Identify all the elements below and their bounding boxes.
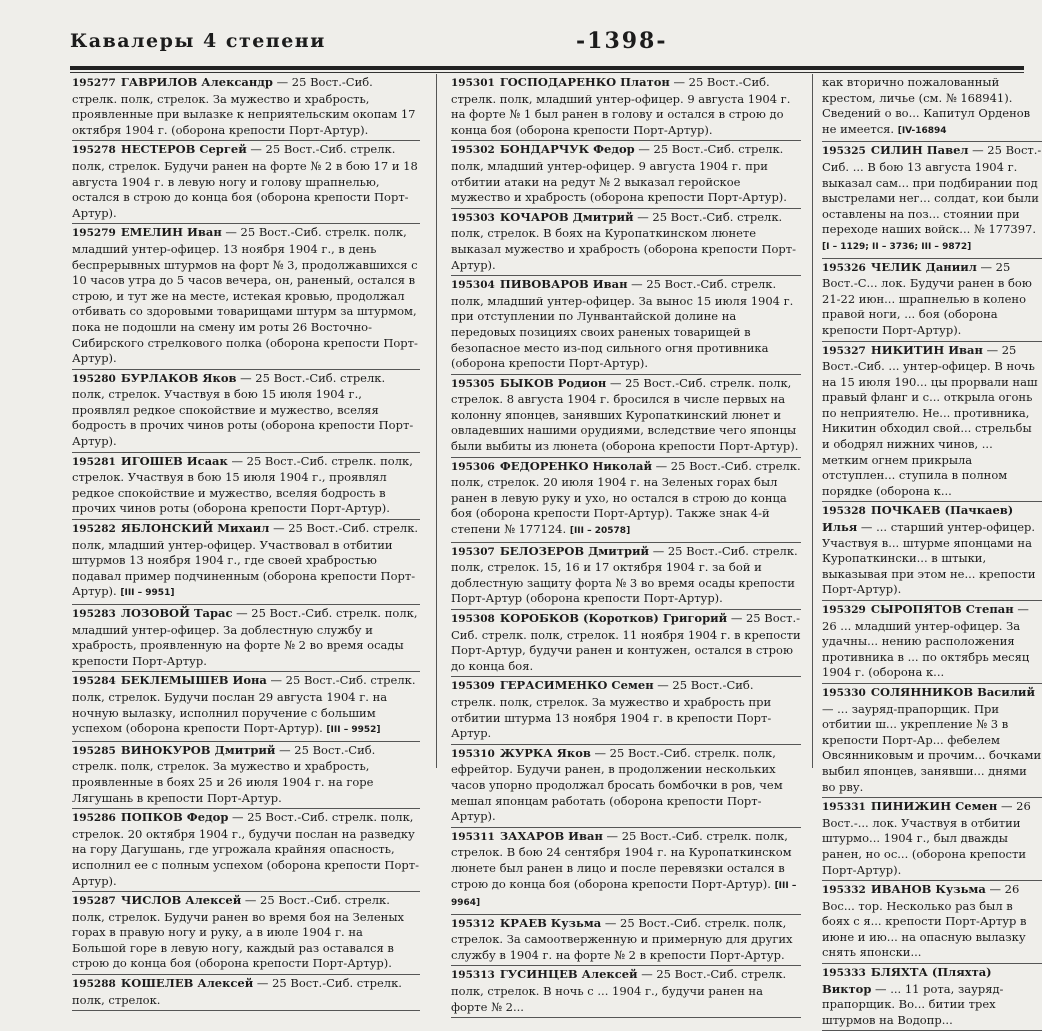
award-entry (822, 964, 1042, 1031)
entry-text: — 25 Вост.-С... лок. Будучи ранен в бою 21-22 июн... шрапнелью в колено правой ноги, ... боя (оборона крепости Порт-Артур). (822, 259, 1032, 337)
entry-text: — 25 Вост.-Сиб. стрелк. полк, стрелок. 15, 16 и 17 октября 1904 г. за бой и доблестную защиту форта № 3 во время осады крепости Порт-Артур (оборона крепости Порт-Артур). (451, 543, 798, 606)
entry-name: ИГОШЕВ Исаак (120, 453, 228, 468)
award-entry (72, 672, 420, 741)
entry-number: 195277 (72, 77, 116, 89)
entry-number: 195305 (451, 377, 495, 390)
entry-reference: [III – 9952] (326, 725, 381, 736)
page-header (70, 26, 1024, 70)
award-entry (822, 259, 1042, 342)
award-entry (822, 142, 1042, 258)
award-entry (72, 742, 420, 809)
entry-number: 195280 (72, 372, 116, 385)
entry-text: — 25 Вост.-Сиб. стрелк. полк, младший унтер-офицер. 9 августа 1904 г. при отбитии атаки на редут № 2 выказал геройское мужество и храбрость (оборона крепости Порт-Артур). (451, 142, 787, 205)
award-entry (72, 224, 420, 369)
entry-number: 195328 (822, 505, 866, 518)
entry-number: 195304 (451, 279, 495, 292)
entry-number: 195332 (822, 884, 866, 897)
award-entry (451, 677, 801, 744)
entry-text: — 25 Вост.-Сиб. ... В бою 13 августа 1904 г. выказал сам... при подбирании под выстрелами нег... солдат, кои были оставлены на поз... стоянии при переходе наших войск... № 177397. (822, 143, 1042, 237)
award-entry (451, 141, 801, 208)
entry-number: 195329 (822, 604, 866, 616)
award-entry (72, 605, 420, 672)
entry-number: 195281 (72, 455, 116, 468)
award-entry (451, 276, 801, 375)
entry-text: — 25 Вост.-Сиб. стрелк. полк, стрелок. В ночь с ... 1904 г., будучи ранен на форте № 2... (451, 967, 787, 1014)
entry-number: 195313 (451, 969, 495, 982)
award-entry (72, 453, 420, 520)
entry-name: СЫРОПЯТОВ Степан (870, 602, 1014, 616)
entry-reference: [IV-16894 (897, 125, 947, 136)
entry-text: — 25 Вост.-Сиб. стрелк. полк, стрелок. 8 августа 1904 г. бросился в числе первых на колонну японцев, занявших Куропаткинский люнет и овладевших нашими орудиями, вследствие чего японцы были выбиты из люнета (оборона крепости Порт-Артур). (451, 375, 799, 454)
award-entry (451, 209, 801, 276)
page-number: -1398- (576, 28, 668, 54)
entry-number: 195303 (451, 211, 495, 224)
entry-text: — 25 Вост.-Сиб. стрелк. полк, стрелок. Будучи ранен на форте № 2 в бою 17 и 18 августа 1904 г. в левую ногу и голову шрапнелью, остался в строю до конца боя (оборона крепости Порт-Артур). (72, 142, 418, 220)
award-entry (72, 370, 420, 453)
award-entry (451, 375, 801, 458)
entry-number: 195333 (822, 967, 866, 980)
entry-number: 195331 (822, 801, 866, 814)
entry-name: ИВАНОВ Кузьма (870, 882, 986, 897)
entry-number: 195286 (72, 812, 116, 825)
entry-text: — 25 Вост.-Сиб. стрелк. полк, младший унтер-офицер. За доблестную службу и храбрость, проявленную на форте № 2 во время осады крепости Порт-Артур. (72, 606, 418, 668)
entry-number: 195307 (451, 545, 495, 558)
award-entry (822, 684, 1042, 798)
entry-number: 195308 (451, 613, 495, 625)
entry-name: БУРЛАКОВ Яков (120, 370, 237, 385)
entry-text: — 25 Вост.-Сиб. стрелк. полк, стрелок. За мужество и храбрость, проявленные в боях 25 и 26 июля 1904 г. на горе Лягушань в крепости Порт-Артур. (72, 742, 376, 805)
entry-name: КОШЕЛЕВ Алексей (120, 976, 254, 991)
award-entry (822, 798, 1042, 881)
award-entry (72, 809, 420, 892)
entry-reference: [III – 9964] (451, 880, 797, 909)
award-entry (451, 915, 801, 967)
entry-text: — 25 Вост.-Сиб. стрелк. полк, стрелок. Участвуя в бою 15 июля 1904 г., проявлял редкое спокойствие и мужество, вселяя бодрость в прочих чинов роты (оборона крепости Порт-Артур). (72, 370, 414, 449)
award-entry (72, 975, 420, 1011)
entry-text: — 25 Вост.-Сиб. стрелк. полк, стрелок. В бою 24 сентября 1904 г. на Куропаткинском люнете был ранен в лицо и после перевязки остался в строю до конца боя (оборона крепости Порт-Артур). (451, 828, 792, 891)
entry-name: НЕСТЕРОВ Сергей (120, 142, 247, 157)
entry-number: 195310 (451, 747, 495, 760)
entry-text: — 25 Вост.-Сиб. стрелк. полк, стрелок. В боях на Куропаткинском люнете выказал мужество и храбрость (оборона крепости Порт-Артур). (451, 209, 797, 272)
entry-name: ЧЕЛИК Даниил (870, 259, 977, 274)
entry-name: ЖУРКА Яков (499, 745, 591, 760)
entry-text: — 25 Вост.-Сиб. стрелк. полк, стрелок. За мужество и храбрость, проявленные при вылазке к неприятельским окопам 17 октября 1904 г. (оборона крепости Порт-Артур). (72, 75, 416, 137)
entry-name: ФЕДОРЕНКО Николай (499, 458, 652, 473)
award-entry (822, 601, 1042, 684)
entry-text: — 26 ... младший унтер-офицер. За удачны... нению расположения противника в ... по октябрь месяц 1904 г. (оборона к... (822, 602, 1030, 680)
entry-number: 195311 (451, 830, 495, 843)
entry-number: 195288 (72, 978, 116, 991)
entry-number: 195326 (822, 261, 866, 274)
entry-name: КРАЕВ Кузьма (499, 915, 602, 930)
entry-name: ВИНОКУРОВ Дмитрий (120, 742, 276, 757)
entry-name: ЯБЛОНСКИЙ Михаил (120, 521, 270, 536)
entry-name: КОРОБКОВ (Коротков) Григорий (499, 611, 728, 625)
award-entry (822, 342, 1042, 503)
award-entry (451, 966, 801, 1018)
entry-name: НИКИТИН Иван (870, 342, 983, 357)
header-rule (70, 72, 1024, 73)
column-left (72, 74, 420, 1007)
entry-text: — 25 Вост.-Сиб. стрелк. полк, стрелок. 20 июля 1904 г. на Зеленых горах был ранен в левую руку и ухо, но остался в строю до конца боя (оборона крепости Порт-Артур). Также знак 4-й степени № 177124. (451, 458, 801, 537)
entry-number: 195309 (451, 680, 495, 693)
award-entry (822, 502, 1042, 601)
column-divider (436, 74, 437, 768)
award-entry (72, 892, 420, 975)
entry-name: ГЕРАСИМЕНКО Семен (499, 678, 654, 693)
entry-name: СОЛЯННИКОВ Василий (870, 684, 1035, 699)
entry-name: ГОСПОДАРЕНКО Платон (499, 75, 670, 89)
award-entry (72, 74, 420, 141)
entry-text: — 25 Вост.-Сиб. стрелк. полк, стрелок. Будучи ранен во время боя на Зеленых горах в правую ногу и руку, а в июле 1904 г. на Большой горе в левую ногу, каждый раз оставался в строю до конца боя (оборона крепости Порт-Артур). (72, 893, 404, 971)
entry-text: как вторично пожалованный крестом, личье (см. № 168941). Сведений о во... Капитул Орденов не имеется. (822, 75, 1031, 136)
entry-number: 195287 (72, 895, 116, 908)
entry-number: 195302 (451, 144, 495, 157)
entry-name: БЫКОВ Родион (499, 375, 607, 390)
entry-name: КОЧАРОВ Дмитрий (499, 209, 634, 224)
award-entry (822, 881, 1042, 964)
entry-number: 195306 (451, 460, 495, 473)
entry-name: ГУСИНЦЕВ Алексей (499, 967, 638, 982)
entry-name: ПОЧКАЕВ (Пачкаев) Илья (822, 503, 1014, 535)
entry-number: 195330 (822, 686, 866, 699)
award-entry (72, 141, 420, 224)
entry-text: — 26 Вос... тор. Несколько раз был в боях с я... крепости Порт-Артур в июне и ию... на опасную вылазку снять японски... (822, 882, 1027, 960)
entry-name: БЕКЛЕМЫШЕВ Иона (120, 673, 267, 688)
entry-name: ЧИСЛОВ Алексей (120, 893, 242, 908)
award-entry (451, 610, 801, 677)
entry-text: — 26 Вост.-... лок. Участвуя в отбитии штурмо... 1904 г., был дважды ранен, но ос... (оборона крепости Порт-Артур). (822, 799, 1031, 877)
entry-name: ПИНИЖИН Семен (870, 799, 998, 814)
entry-name: ЗАХАРОВ Иван (499, 828, 603, 843)
entry-name: ГАВРИЛОВ Александр (120, 75, 273, 89)
entry-text: — ... зауряд-прапорщик. При отбитии ш... укрепление № 3 в крепости Порт-Ар... фебелем Овсянниковым и прочим... бочками выбил японцев, занявши... днями во рву. (822, 701, 1042, 794)
entry-name: БЕЛОЗЕРОВ Дмитрий (499, 543, 650, 558)
entry-text: — 25 Вост.-Сиб. стрелк. полк, младший унтер-офицер. За вынос 15 июля 1904 г. при отступлении по Лунвантайской долине на передовых позициях своих раненых товарищей в безопасное место из-под сильного огня противника (оборона крепости Порт-Артур). (451, 277, 794, 371)
award-entry (822, 74, 1042, 142)
entry-text: — 25 Вост.-Сиб. стрелк. полк, стрелок. Участвуя в бою 15 июля 1904 г., проявлял редкое спокойствие и мужество, вселяя бодрость в прочих чинов роты (оборона крепости Порт-Артур). (72, 453, 413, 516)
entry-reference: [III – 9951] (120, 588, 175, 599)
entry-number: 195285 (72, 744, 116, 757)
entry-number: 195301 (451, 77, 495, 89)
entry-reference: [I – 1129; II – 3736; III – 9872] (822, 241, 972, 252)
entry-text: — 25 Вост.-Сиб. стрелк. полк, младший унтер-офицер. Участвовал в отбитии штурмов 13 ноября 1904 г., где своей храбростью подавал пример подчиненным (оборона крепости Порт-Артур). (72, 521, 419, 599)
running-title: Кавалеры 4 степени (70, 30, 326, 52)
entry-name: СИЛИН Павел (870, 143, 969, 158)
award-entry (451, 828, 801, 915)
entry-text: — 25 Вост.-Сиб. стрелк. полк, младший унтер-офицер. 13 ноября 1904 г., в день беспрерывных штурмов на форт № 3, продолжавшихся с 10 часов утра до 5 часов вечера, он, раненый, остался в строю, и тут же на месте, истекая кровью, продолжал отбивать со здоровыми товарищами штурм за штурмом, пока не подошли на смену им роты 26 Восточно-Сибирского стрелкового полка (оборона крепости Порт-Артур). (72, 225, 418, 366)
entry-text: — 25 Вост.-Сиб. стрелк. полк, стрелок. (72, 976, 402, 1007)
entry-name: БОНДАРЧУК Федор (499, 142, 635, 157)
entry-number: 195278 (72, 144, 116, 157)
entry-name: ЛОЗОВОЙ Тарас (120, 606, 233, 620)
entry-number: 195282 (72, 523, 116, 536)
award-entry (451, 74, 801, 141)
entry-reference: [III – 20578] (569, 526, 631, 537)
entry-name: ЕМЕЛИН Иван (120, 225, 222, 240)
award-entry (72, 520, 420, 605)
entry-number: 195325 (822, 145, 866, 158)
entry-text: — 25 Вост.-Сиб. ... унтер-офицер. В ночь на 15 июля 190... цы прорвали наш правый фланг и с... открыла огонь по неприятелю. Не... противника, Никитин обходил свой... стрельбы и ободрял нижних чинов, ... метким огнем прикрыла отступлен... ступила в полном порядке (оборона к... (822, 342, 1038, 498)
entry-number: 195279 (72, 227, 116, 240)
entry-number: 195284 (72, 675, 116, 688)
column-middle (451, 74, 801, 1014)
entry-text: — 25 Вост.-Сиб. стрелк. полк, стрелок. За самоотверженную и примерную для других службу в 1904 г. на форте № 2 в крепости Порт-Артур. (451, 915, 793, 962)
award-entry (451, 543, 801, 610)
entry-name: ПОПКОВ Федор (120, 810, 229, 825)
entry-name: ПИВОВАРОВ Иван (499, 277, 628, 292)
award-entry (451, 745, 801, 828)
entry-text: — 25 Вост.-Сиб. стрелк. полк, стрелок. 11 ноября 1904 г. в крепости Порт-Артур, будучи ранен и контужен, остался в строю до конца боя. (451, 611, 801, 673)
entry-number: 195283 (72, 608, 116, 620)
entry-number: 195312 (451, 917, 495, 930)
column-right (822, 74, 1042, 1027)
entry-text: — 25 Вост.-Сиб. стрелк. полк, ефрейтор. Будучи ранен, в продолжении нескольких часов упорно продолжал бросать бомбочки в ров, чем мешал японцам работать (оборона крепости Порт-Артур). (451, 745, 783, 824)
entry-text: — ... старший унтер-офицер. Участвуя в... штурме японцами на Куропаткински... в штыки, выказывая при этом не... крепости Порт-Артур). (822, 520, 1036, 597)
entry-text: — 25 Вост.-Сиб. стрелк. полк, стрелок. 20 октября 1904 г., будучи послан на разведку на гору Дагушань, где угрожала крайняя опасность, исполнил ее с полным успехом (оборона крепости Порт-Артур). (72, 810, 419, 888)
award-entry (451, 458, 801, 543)
entry-text: — 25 Вост.-Сиб. стрелк. полк, стрелок. Будучи послан 29 августа 1904 г. на ночную вылазку, исполнил поручение с большим успехом (оборона крепости Порт-Артур). (72, 673, 416, 736)
entry-text: — ... 11 рота, зауряд-прапорщик. Во... битии трех штурмов на Водопр... (822, 981, 1004, 1027)
entry-text: — 25 Вост.-Сиб. стрелк. полк, стрелок. За мужество и храбрость при отбитии штурма 13 ноября 1904 г. в крепости Порт-Артур. (451, 678, 772, 741)
entry-name: БЛЯХТА (Пляхта) Виктор (822, 965, 992, 996)
entry-number: 195327 (822, 344, 866, 357)
column-divider (812, 74, 813, 768)
entry-text: — 25 Вост.-Сиб. стрелк. полк, младший унтер-офицер. 9 августа 1904 г. на форте № 1 был ранен в голову и остался в строю до конца боя (оборона крепости Порт-Артур). (451, 75, 791, 137)
